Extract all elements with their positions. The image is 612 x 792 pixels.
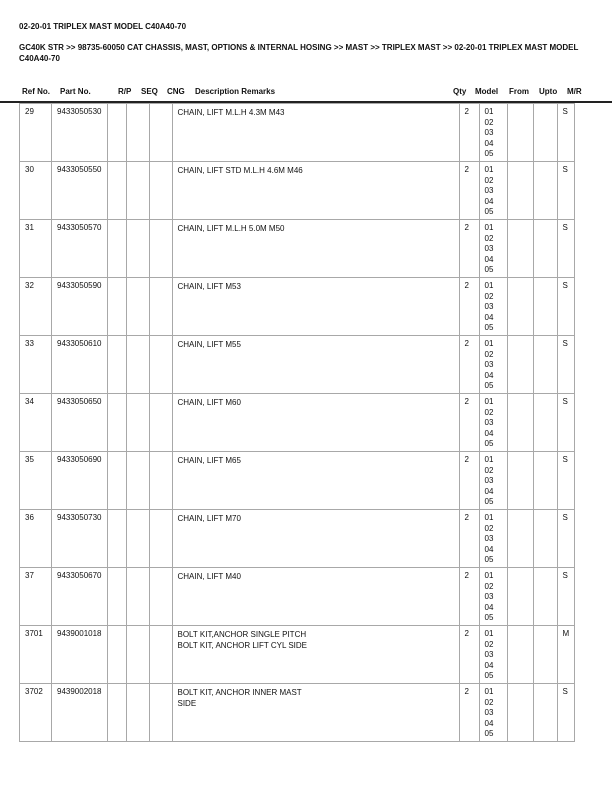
rp-cell (107, 162, 126, 220)
from-cell (507, 104, 533, 162)
ref-no-cell: 36 (20, 510, 52, 568)
model-code: 05 (484, 381, 494, 390)
model-code: 05 (484, 613, 494, 622)
rp-cell (107, 510, 126, 568)
model-code: 05 (484, 671, 494, 680)
table-row (20, 510, 575, 568)
model-code: 04 (484, 602, 494, 612)
part-no-cell: 9433050730 (52, 510, 108, 568)
col-qty: Qty (453, 87, 467, 96)
from-cell (507, 394, 533, 452)
seq-cell (126, 278, 149, 336)
col-upto: Upto (539, 87, 558, 96)
rp-cell (107, 394, 126, 452)
description-line: BOLT KIT,ANCHOR SINGLE PITCH (177, 630, 307, 639)
model-code: 03 (484, 360, 494, 369)
model-code: 04 (484, 486, 494, 496)
from-cell (507, 162, 533, 220)
model-cell (479, 278, 507, 336)
description-line: CHAIN, LIFT STD M.L.H 4.6M M46 (177, 166, 303, 175)
qty-cell: 2 (459, 626, 479, 684)
model-code: 02 (484, 523, 494, 533)
from-cell (507, 510, 533, 568)
qty-cell: 2 (459, 220, 479, 278)
description-line: CHAIN, LIFT M53 (177, 282, 241, 291)
model-code: 02 (484, 697, 494, 707)
cng-cell (149, 684, 172, 742)
qty-cell: 2 (459, 452, 479, 510)
mr-cell: S (557, 684, 575, 742)
model-code: 03 (484, 418, 494, 427)
seq-cell (126, 104, 149, 162)
qty-cell: 2 (459, 104, 479, 162)
cng-cell (149, 104, 172, 162)
model-code: 04 (484, 370, 494, 380)
description-cell (172, 394, 459, 452)
table-row (20, 684, 575, 742)
model-code: 05 (484, 555, 494, 564)
qty-cell: 2 (459, 510, 479, 568)
upto-cell (533, 162, 557, 220)
seq-cell (126, 394, 149, 452)
cng-cell (149, 394, 172, 452)
part-no-cell: 9433050550 (52, 162, 108, 220)
col-seq: SEQ (141, 87, 158, 96)
model-code: 02 (484, 407, 494, 417)
seq-cell (126, 510, 149, 568)
seq-cell (126, 162, 149, 220)
model-code: 04 (484, 544, 494, 554)
part-no-cell: 9433050570 (52, 220, 108, 278)
model-code: 01 (484, 513, 494, 522)
description-cell (172, 336, 459, 394)
model-cell (479, 394, 507, 452)
mr-cell: S (557, 278, 575, 336)
part-no-cell: 9433050690 (52, 452, 108, 510)
description-cell (172, 220, 459, 278)
from-cell (507, 626, 533, 684)
cng-cell (149, 626, 172, 684)
description-line: CHAIN, LIFT M40 (177, 572, 241, 581)
description-line: CHAIN, LIFT M.L.H 5.0M M50 (177, 224, 285, 233)
model-code: 03 (484, 592, 494, 601)
rp-cell (107, 104, 126, 162)
model-code: 05 (484, 497, 494, 506)
seq-cell (126, 568, 149, 626)
model-code: 01 (484, 629, 494, 638)
model-code: 02 (484, 639, 494, 649)
ref-no-cell: 29 (20, 104, 52, 162)
col-cng: CNG (167, 87, 185, 96)
ref-no-cell: 30 (20, 162, 52, 220)
rp-cell (107, 684, 126, 742)
upto-cell (533, 278, 557, 336)
qty-cell: 2 (459, 278, 479, 336)
description-line: BOLT KIT, ANCHOR INNER MAST (177, 688, 302, 697)
mr-cell: S (557, 452, 575, 510)
model-cell (479, 568, 507, 626)
cng-cell (149, 336, 172, 394)
table-row (20, 162, 575, 220)
col-model: Model (475, 87, 499, 96)
rp-cell (107, 220, 126, 278)
model-code: 04 (484, 254, 494, 264)
model-code: 04 (484, 312, 494, 322)
model-code: 01 (484, 165, 494, 174)
table-row (20, 568, 575, 626)
model-code: 02 (484, 581, 494, 591)
ref-no-cell: 37 (20, 568, 52, 626)
model-cell (479, 510, 507, 568)
from-cell (507, 278, 533, 336)
model-cell (479, 336, 507, 394)
part-no-cell: 9433050530 (52, 104, 108, 162)
breadcrumb: GC40K STR >> 98735-60050 CAT CHASSIS, MAST, OPTIONS & INTERNAL HOSING >> MAST >> TRIPLEX MAST >> 02-20-01 TRIPLEX MAST MODEL C40A40-70 (19, 43, 579, 63)
col-mr: M/R (567, 87, 582, 96)
model-code: 02 (484, 175, 494, 185)
upto-cell (533, 510, 557, 568)
ref-no-cell: 32 (20, 278, 52, 336)
mr-cell: S (557, 510, 575, 568)
model-code: 05 (484, 207, 494, 216)
qty-cell: 2 (459, 336, 479, 394)
model-code: 01 (484, 571, 494, 580)
col-part-no: Part No. (60, 87, 91, 96)
seq-cell (126, 684, 149, 742)
table-row (20, 278, 575, 336)
model-code: 03 (484, 128, 494, 137)
ref-no-cell: 3702 (20, 684, 52, 742)
model-code: 04 (484, 718, 494, 728)
model-code: 02 (484, 291, 494, 301)
description-cell (172, 452, 459, 510)
description-cell (172, 626, 459, 684)
description-cell (172, 162, 459, 220)
from-cell (507, 684, 533, 742)
model-code: 03 (484, 186, 494, 195)
model-code: 05 (484, 265, 494, 274)
upto-cell (533, 104, 557, 162)
table-header (0, 87, 612, 99)
upto-cell (533, 336, 557, 394)
rp-cell (107, 626, 126, 684)
part-no-cell: 9439001018 (52, 626, 108, 684)
model-code: 03 (484, 302, 494, 311)
upto-cell (533, 626, 557, 684)
qty-cell: 2 (459, 394, 479, 452)
description-line: CHAIN, LIFT M55 (177, 340, 241, 349)
mr-cell: S (557, 568, 575, 626)
qty-cell: 2 (459, 684, 479, 742)
mr-cell: S (557, 220, 575, 278)
page-title: 02-20-01 TRIPLEX MAST MODEL C40A40-70 (19, 22, 187, 31)
model-cell (479, 626, 507, 684)
part-no-cell: 9433050590 (52, 278, 108, 336)
model-code: 03 (484, 650, 494, 659)
ref-no-cell: 35 (20, 452, 52, 510)
qty-cell: 2 (459, 568, 479, 626)
model-cell (479, 162, 507, 220)
model-code: 02 (484, 465, 494, 475)
rp-cell (107, 452, 126, 510)
col-description: Description Remarks (195, 87, 276, 96)
cng-cell (149, 220, 172, 278)
model-code: 04 (484, 428, 494, 438)
model-code: 01 (484, 107, 494, 116)
model-cell (479, 220, 507, 278)
model-code: 05 (484, 729, 494, 738)
col-ref-no: Ref No. (22, 87, 50, 96)
model-code: 03 (484, 708, 494, 717)
part-no-cell: 9439002018 (52, 684, 108, 742)
cng-cell (149, 278, 172, 336)
model-code: 01 (484, 281, 494, 290)
description-cell (172, 510, 459, 568)
model-code: 05 (484, 149, 494, 158)
description-cell (172, 568, 459, 626)
model-code: 02 (484, 349, 494, 359)
ref-no-cell: 34 (20, 394, 52, 452)
cng-cell (149, 510, 172, 568)
qty-cell: 2 (459, 162, 479, 220)
description-line: CHAIN, LIFT M.L.H 4.3M M43 (177, 108, 285, 117)
remarks-line: SIDE (177, 699, 197, 708)
table-row (20, 452, 575, 510)
description-cell (172, 104, 459, 162)
seq-cell (126, 220, 149, 278)
rp-cell (107, 336, 126, 394)
model-code: 04 (484, 138, 494, 148)
model-code: 04 (484, 660, 494, 670)
ref-no-cell: 33 (20, 336, 52, 394)
mr-cell: M (557, 626, 575, 684)
model-code: 05 (484, 439, 494, 448)
part-no-cell: 9433050610 (52, 336, 108, 394)
seq-cell (126, 452, 149, 510)
model-code: 01 (484, 223, 494, 232)
mr-cell: S (557, 336, 575, 394)
seq-cell (126, 626, 149, 684)
upto-cell (533, 684, 557, 742)
from-cell (507, 452, 533, 510)
model-code: 03 (484, 534, 494, 543)
description-cell (172, 684, 459, 742)
from-cell (507, 220, 533, 278)
model-code: 01 (484, 455, 494, 464)
model-code: 01 (484, 397, 494, 406)
model-code: 03 (484, 476, 494, 485)
parts-table (19, 103, 575, 742)
table-row (20, 626, 575, 684)
mr-cell: S (557, 162, 575, 220)
model-code: 02 (484, 117, 494, 127)
model-cell (479, 452, 507, 510)
col-from: From (509, 87, 529, 96)
upto-cell (533, 452, 557, 510)
table-row (20, 394, 575, 452)
col-rp: R/P (118, 87, 132, 96)
from-cell (507, 568, 533, 626)
table-row (20, 220, 575, 278)
table-row (20, 336, 575, 394)
ref-no-cell: 31 (20, 220, 52, 278)
table-row (20, 104, 575, 162)
description-line: CHAIN, LIFT M70 (177, 514, 241, 523)
description-line: CHAIN, LIFT M60 (177, 398, 241, 407)
remarks-line: BOLT KIT, ANCHOR LIFT CYL SIDE (177, 641, 308, 650)
from-cell (507, 336, 533, 394)
part-no-cell: 9433050650 (52, 394, 108, 452)
model-cell (479, 104, 507, 162)
model-code: 01 (484, 339, 494, 348)
model-code: 04 (484, 196, 494, 206)
mr-cell: S (557, 394, 575, 452)
cng-cell (149, 568, 172, 626)
model-code: 02 (484, 233, 494, 243)
upto-cell (533, 220, 557, 278)
mr-cell: S (557, 104, 575, 162)
model-code: 01 (484, 687, 494, 696)
cng-cell (149, 162, 172, 220)
rp-cell (107, 568, 126, 626)
part-no-cell: 9433050670 (52, 568, 108, 626)
model-code: 03 (484, 244, 494, 253)
description-cell (172, 278, 459, 336)
rp-cell (107, 278, 126, 336)
cng-cell (149, 452, 172, 510)
upto-cell (533, 394, 557, 452)
seq-cell (126, 336, 149, 394)
model-code: 05 (484, 323, 494, 332)
model-cell (479, 684, 507, 742)
description-line: CHAIN, LIFT M65 (177, 456, 241, 465)
ref-no-cell: 3701 (20, 626, 52, 684)
upto-cell (533, 568, 557, 626)
